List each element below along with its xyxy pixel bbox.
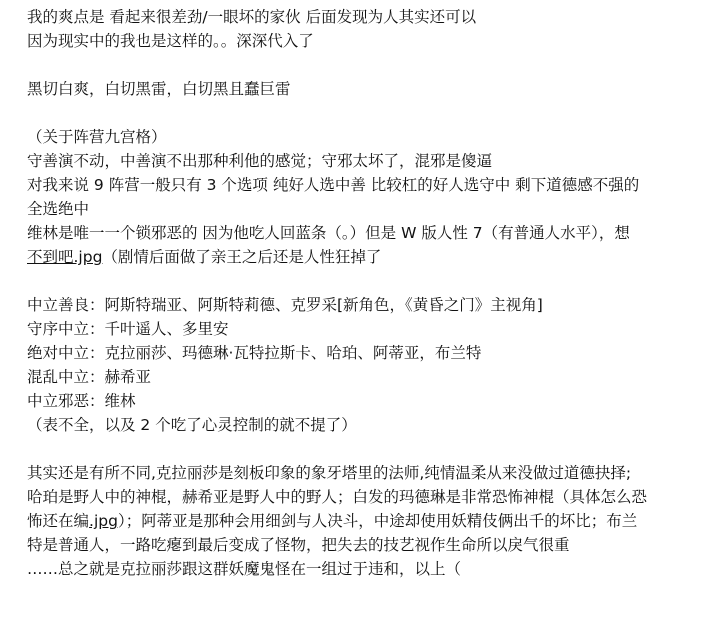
text-line: 绝对中立：克拉丽莎、玛德琳·瓦特拉斯卡、哈珀、阿蒂亚，布兰特 <box>27 344 482 362</box>
text-line: ……总之就是克拉丽莎跟这群妖魔鬼怪在一组过于违和，以上（ <box>27 560 462 578</box>
blank-line <box>27 269 695 293</box>
text-line: 我的爽点是 看起来很差劲/一眼坏的家伙 后面发现为人其实还可以 <box>27 8 477 26</box>
text-line: 黑切白爽，白切黑雷，白切黑且蠢巨雷 <box>27 80 291 98</box>
text-line: （关于阵营九宫格） <box>27 128 167 146</box>
text-line: （表不全，以及 2 个吃了心灵控制的就不提了） <box>27 416 357 434</box>
blank-line <box>27 101 695 125</box>
text-fragment: 怖还在编 <box>27 512 90 530</box>
document-body <box>27 5 695 581</box>
jpg-link[interactable]: .jpg <box>89 512 118 530</box>
text-line: 全选绝中 <box>27 200 90 218</box>
text-line: 对我来说 9 阵营一般只有 3 个选项 纯好人选中善 比较杠的好人选守中 剩下道德感不强的 <box>27 176 640 194</box>
text-line: 其实还是有所不同,克拉丽莎是刻板印象的象牙塔里的法师,纯情温柔从来没做过道德抉择; <box>27 464 632 482</box>
text-line <box>27 245 695 269</box>
text-line: 因为现实中的我也是这样的。。深深代入了 <box>27 32 314 50</box>
jpg-link[interactable]: 不到吧.jpg <box>27 248 103 266</box>
blank-line <box>27 437 695 461</box>
text-line: 中立善良：阿斯特瑞亚、阿斯特莉德、克罗采[新角色，《黄昏之门》主视角] <box>27 296 543 314</box>
blank-line <box>27 53 695 77</box>
text-line: 混乱中立：赫希亚 <box>27 368 152 386</box>
text-line: 守善演不动，中善演不出那种利他的感觉；守邪太坏了，混邪是傻逼 <box>27 152 493 170</box>
text-line: 哈珀是野人中的神棍，赫希亚是野人中的野人；白发的玛德琳是非常恐怖神棍（具体怎么恐 <box>27 488 648 506</box>
text-line: 守序中立：千叶遥人、多里安 <box>27 320 229 338</box>
text-fragment: ）；阿蒂亚是那种会用细剑与人决斗，中途却使用妖精伎俩出千的坏比；布兰 <box>117 512 638 530</box>
text-fragment: （剧情后面做了亲王之后还是人性狂掉了 <box>102 248 382 266</box>
text-line: 特是普通人，一路吃瘪到最后变成了怪物，把失去的技艺视作生命所以戾气很重 <box>27 536 570 554</box>
text-line: 中立邪恶：维林 <box>27 392 136 410</box>
text-line: 维林是唯一一个锁邪恶的 因为他吃人回蓝条（。）但是 W 版人性 7（有普通人水平），想 <box>27 224 630 242</box>
text-line <box>27 509 695 533</box>
